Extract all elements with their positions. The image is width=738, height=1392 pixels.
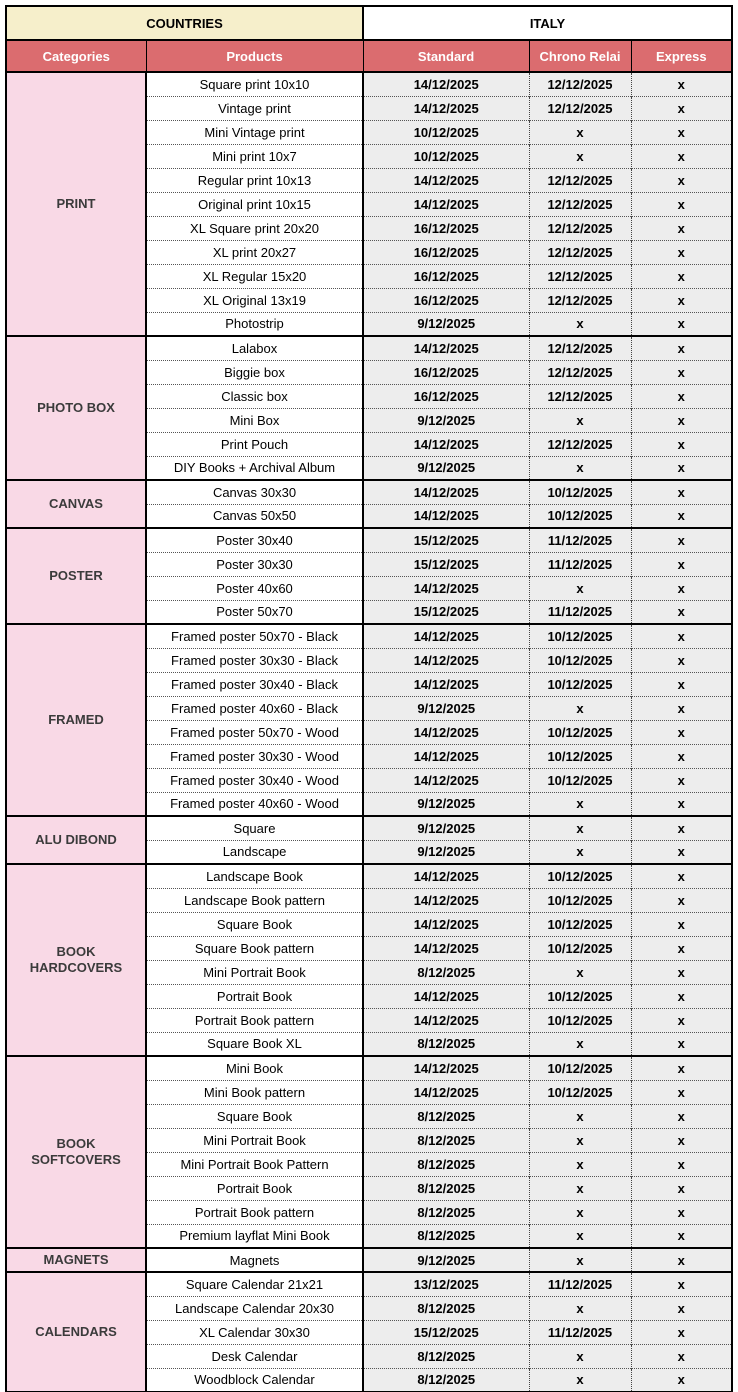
standard-date-cell: 14/12/2025 bbox=[363, 1080, 529, 1104]
chrono-date-cell: 12/12/2025 bbox=[529, 168, 631, 192]
standard-date-cell: 16/12/2025 bbox=[363, 360, 529, 384]
standard-date-cell: 8/12/2025 bbox=[363, 1152, 529, 1176]
chrono-date-cell: 10/12/2025 bbox=[529, 648, 631, 672]
product-cell: XL Regular 15x20 bbox=[146, 264, 363, 288]
standard-date-cell: 14/12/2025 bbox=[363, 480, 529, 504]
express-cell: x bbox=[631, 936, 732, 960]
express-cell: x bbox=[631, 1080, 732, 1104]
chrono-date-cell: 12/12/2025 bbox=[529, 192, 631, 216]
categories-column-header: Categories bbox=[6, 40, 146, 72]
chrono-date-cell: x bbox=[529, 408, 631, 432]
standard-date-cell: 14/12/2025 bbox=[363, 1008, 529, 1032]
table-row bbox=[6, 1056, 732, 1080]
express-cell: x bbox=[631, 288, 732, 312]
product-cell: Square print 10x10 bbox=[146, 72, 363, 96]
product-cell: Mini Book bbox=[146, 1056, 363, 1080]
express-cell: x bbox=[631, 240, 732, 264]
product-cell: Framed poster 30x40 - Wood bbox=[146, 768, 363, 792]
chrono-date-cell: 12/12/2025 bbox=[529, 288, 631, 312]
chrono-date-cell: x bbox=[529, 1296, 631, 1320]
standard-date-cell: 8/12/2025 bbox=[363, 960, 529, 984]
chrono-date-cell: 10/12/2025 bbox=[529, 504, 631, 528]
standard-date-cell: 14/12/2025 bbox=[363, 864, 529, 888]
chrono-date-cell: x bbox=[529, 792, 631, 816]
product-cell: Portrait Book bbox=[146, 1176, 363, 1200]
express-cell: x bbox=[631, 960, 732, 984]
countries-header-row bbox=[6, 6, 732, 40]
express-cell: x bbox=[631, 1248, 732, 1272]
chrono-date-cell: x bbox=[529, 1032, 631, 1056]
standard-date-cell: 14/12/2025 bbox=[363, 192, 529, 216]
countries-header-cell: COUNTRIES bbox=[6, 6, 363, 40]
express-cell: x bbox=[631, 1128, 732, 1152]
standard-date-cell: 14/12/2025 bbox=[363, 744, 529, 768]
chrono-date-cell: x bbox=[529, 144, 631, 168]
express-cell: x bbox=[631, 648, 732, 672]
product-cell: Canvas 50x50 bbox=[146, 504, 363, 528]
product-cell: Square Book bbox=[146, 912, 363, 936]
standard-date-cell: 14/12/2025 bbox=[363, 96, 529, 120]
chrono-date-cell: 10/12/2025 bbox=[529, 984, 631, 1008]
standard-date-cell: 15/12/2025 bbox=[363, 552, 529, 576]
chrono-date-cell: 10/12/2025 bbox=[529, 480, 631, 504]
express-cell: x bbox=[631, 1344, 732, 1368]
standard-date-cell: 14/12/2025 bbox=[363, 576, 529, 600]
express-cell: x bbox=[631, 360, 732, 384]
chrono-date-cell: 12/12/2025 bbox=[529, 384, 631, 408]
table-row bbox=[6, 816, 732, 840]
express-cell: x bbox=[631, 456, 732, 480]
chrono-date-cell: 10/12/2025 bbox=[529, 624, 631, 648]
product-cell: Poster 40x60 bbox=[146, 576, 363, 600]
chrono-date-cell: 10/12/2025 bbox=[529, 864, 631, 888]
standard-date-cell: 16/12/2025 bbox=[363, 264, 529, 288]
express-column-header: Express bbox=[631, 40, 732, 72]
express-cell: x bbox=[631, 1104, 732, 1128]
product-cell: Landscape Calendar 20x30 bbox=[146, 1296, 363, 1320]
standard-date-cell: 14/12/2025 bbox=[363, 504, 529, 528]
express-cell: x bbox=[631, 1032, 732, 1056]
chrono-date-cell: 10/12/2025 bbox=[529, 768, 631, 792]
standard-date-cell: 14/12/2025 bbox=[363, 648, 529, 672]
chrono-date-cell: 12/12/2025 bbox=[529, 216, 631, 240]
standard-date-cell: 8/12/2025 bbox=[363, 1296, 529, 1320]
category-cell bbox=[6, 1248, 146, 1272]
table-row bbox=[6, 72, 732, 96]
standard-date-cell: 8/12/2025 bbox=[363, 1032, 529, 1056]
table-row bbox=[6, 480, 732, 504]
category-cell bbox=[6, 624, 146, 816]
express-cell: x bbox=[631, 1320, 732, 1344]
category-label: CALENDARS bbox=[35, 1323, 117, 1339]
category-label: POSTER bbox=[49, 567, 103, 583]
columns-header-row bbox=[6, 40, 732, 72]
category-label: CANVAS bbox=[49, 495, 103, 511]
standard-date-cell: 10/12/2025 bbox=[363, 120, 529, 144]
standard-date-cell: 9/12/2025 bbox=[363, 408, 529, 432]
express-cell: x bbox=[631, 816, 732, 840]
product-cell: Mini Portrait Book bbox=[146, 1128, 363, 1152]
express-cell: x bbox=[631, 768, 732, 792]
chrono-date-cell: 10/12/2025 bbox=[529, 1056, 631, 1080]
chrono-date-cell: 12/12/2025 bbox=[529, 432, 631, 456]
standard-date-cell: 14/12/2025 bbox=[363, 936, 529, 960]
standard-date-cell: 14/12/2025 bbox=[363, 672, 529, 696]
chrono-date-cell: x bbox=[529, 1176, 631, 1200]
product-cell: Photostrip bbox=[146, 312, 363, 336]
product-cell: Framed poster 50x70 - Wood bbox=[146, 720, 363, 744]
product-cell: Poster 30x40 bbox=[146, 528, 363, 552]
chrono-date-cell: 10/12/2025 bbox=[529, 1008, 631, 1032]
product-cell: Mini print 10x7 bbox=[146, 144, 363, 168]
product-cell: Landscape Book pattern bbox=[146, 888, 363, 912]
product-cell: Vintage print bbox=[146, 96, 363, 120]
standard-date-cell: 14/12/2025 bbox=[363, 336, 529, 360]
table-row bbox=[6, 864, 732, 888]
express-cell: x bbox=[631, 72, 732, 96]
standard-date-cell: 8/12/2025 bbox=[363, 1344, 529, 1368]
product-cell: Landscape Book bbox=[146, 864, 363, 888]
standard-date-cell: 15/12/2025 bbox=[363, 1320, 529, 1344]
product-cell: Mini Book pattern bbox=[146, 1080, 363, 1104]
category-label: ALU DIBOND bbox=[35, 831, 117, 847]
product-cell: Regular print 10x13 bbox=[146, 168, 363, 192]
category-cell bbox=[6, 528, 146, 624]
product-cell: Classic box bbox=[146, 384, 363, 408]
standard-date-cell: 14/12/2025 bbox=[363, 768, 529, 792]
chrono-date-cell: x bbox=[529, 1104, 631, 1128]
category-cell bbox=[6, 72, 146, 336]
standard-date-cell: 8/12/2025 bbox=[363, 1176, 529, 1200]
chrono-date-cell: 10/12/2025 bbox=[529, 720, 631, 744]
standard-date-cell: 10/12/2025 bbox=[363, 144, 529, 168]
product-cell: Portrait Book pattern bbox=[146, 1200, 363, 1224]
express-cell: x bbox=[631, 864, 732, 888]
express-cell: x bbox=[631, 672, 732, 696]
standard-date-cell: 15/12/2025 bbox=[363, 528, 529, 552]
standard-date-cell: 14/12/2025 bbox=[363, 984, 529, 1008]
express-cell: x bbox=[631, 504, 732, 528]
product-cell: Portrait Book pattern bbox=[146, 1008, 363, 1032]
category-label: MAGNETS bbox=[43, 1251, 109, 1267]
express-cell: x bbox=[631, 1368, 732, 1392]
product-cell: Square Calendar 21x21 bbox=[146, 1272, 363, 1296]
category-cell bbox=[6, 1272, 146, 1392]
chrono-date-cell: 12/12/2025 bbox=[529, 336, 631, 360]
product-cell: XL Square print 20x20 bbox=[146, 216, 363, 240]
standard-date-cell: 14/12/2025 bbox=[363, 168, 529, 192]
chrono-date-cell: x bbox=[529, 1128, 631, 1152]
product-cell: Mini Box bbox=[146, 408, 363, 432]
table-row bbox=[6, 1272, 732, 1296]
category-cell bbox=[6, 1056, 146, 1248]
product-cell: Mini Vintage print bbox=[146, 120, 363, 144]
express-cell: x bbox=[631, 192, 732, 216]
chrono-date-cell: 11/12/2025 bbox=[529, 1272, 631, 1296]
product-cell: Mini Portrait Book Pattern bbox=[146, 1152, 363, 1176]
product-cell: Framed poster 30x30 - Black bbox=[146, 648, 363, 672]
product-cell: Mini Portrait Book bbox=[146, 960, 363, 984]
chrono-date-cell: 10/12/2025 bbox=[529, 1080, 631, 1104]
product-cell: Framed poster 40x60 - Black bbox=[146, 696, 363, 720]
product-cell: Portrait Book bbox=[146, 984, 363, 1008]
product-cell: Print Pouch bbox=[146, 432, 363, 456]
express-cell: x bbox=[631, 744, 732, 768]
chrono-date-cell: x bbox=[529, 1368, 631, 1392]
express-cell: x bbox=[631, 984, 732, 1008]
express-cell: x bbox=[631, 336, 732, 360]
standard-date-cell: 9/12/2025 bbox=[363, 456, 529, 480]
chrono-date-cell: 10/12/2025 bbox=[529, 936, 631, 960]
express-cell: x bbox=[631, 120, 732, 144]
chrono-date-cell: 12/12/2025 bbox=[529, 264, 631, 288]
chrono-relai-column-header: Chrono Relai bbox=[529, 40, 631, 72]
standard-date-cell: 13/12/2025 bbox=[363, 1272, 529, 1296]
chrono-date-cell: 12/12/2025 bbox=[529, 72, 631, 96]
standard-date-cell: 14/12/2025 bbox=[363, 888, 529, 912]
standard-date-cell: 9/12/2025 bbox=[363, 840, 529, 864]
products-column-header: Products bbox=[146, 40, 363, 72]
chrono-date-cell: 12/12/2025 bbox=[529, 360, 631, 384]
product-cell: Woodblock Calendar bbox=[146, 1368, 363, 1392]
category-label: PHOTO BOX bbox=[37, 399, 115, 415]
table-body bbox=[6, 72, 732, 1392]
chrono-date-cell: x bbox=[529, 960, 631, 984]
express-cell: x bbox=[631, 1008, 732, 1032]
standard-date-cell: 14/12/2025 bbox=[363, 720, 529, 744]
standard-column-header: Standard bbox=[363, 40, 529, 72]
express-cell: x bbox=[631, 696, 732, 720]
standard-date-cell: 8/12/2025 bbox=[363, 1224, 529, 1248]
standard-date-cell: 16/12/2025 bbox=[363, 288, 529, 312]
product-cell: Original print 10x15 bbox=[146, 192, 363, 216]
express-cell: x bbox=[631, 144, 732, 168]
standard-date-cell: 9/12/2025 bbox=[363, 312, 529, 336]
express-cell: x bbox=[631, 792, 732, 816]
table-row bbox=[6, 1248, 732, 1272]
express-cell: x bbox=[631, 840, 732, 864]
category-cell bbox=[6, 864, 146, 1056]
product-cell: Lalabox bbox=[146, 336, 363, 360]
chrono-date-cell: x bbox=[529, 1344, 631, 1368]
express-cell: x bbox=[631, 552, 732, 576]
express-cell: x bbox=[631, 480, 732, 504]
express-cell: x bbox=[631, 600, 732, 624]
product-cell: Framed poster 50x70 - Black bbox=[146, 624, 363, 648]
standard-date-cell: 16/12/2025 bbox=[363, 240, 529, 264]
product-cell: Square Book XL bbox=[146, 1032, 363, 1056]
express-cell: x bbox=[631, 720, 732, 744]
product-cell: Framed poster 40x60 - Wood bbox=[146, 792, 363, 816]
chrono-date-cell: x bbox=[529, 1200, 631, 1224]
chrono-date-cell: x bbox=[529, 816, 631, 840]
chrono-date-cell: x bbox=[529, 1248, 631, 1272]
chrono-date-cell: 12/12/2025 bbox=[529, 96, 631, 120]
chrono-date-cell: 11/12/2025 bbox=[529, 552, 631, 576]
chrono-date-cell: x bbox=[529, 696, 631, 720]
standard-date-cell: 14/12/2025 bbox=[363, 624, 529, 648]
standard-date-cell: 9/12/2025 bbox=[363, 792, 529, 816]
express-cell: x bbox=[631, 624, 732, 648]
chrono-date-cell: x bbox=[529, 120, 631, 144]
standard-date-cell: 8/12/2025 bbox=[363, 1128, 529, 1152]
standard-date-cell: 8/12/2025 bbox=[363, 1200, 529, 1224]
standard-date-cell: 16/12/2025 bbox=[363, 216, 529, 240]
express-cell: x bbox=[631, 528, 732, 552]
express-cell: x bbox=[631, 264, 732, 288]
express-cell: x bbox=[631, 1272, 732, 1296]
chrono-date-cell: x bbox=[529, 1152, 631, 1176]
express-cell: x bbox=[631, 1224, 732, 1248]
shipping-deadlines-table bbox=[5, 5, 733, 1392]
standard-date-cell: 9/12/2025 bbox=[363, 1248, 529, 1272]
standard-date-cell: 14/12/2025 bbox=[363, 1056, 529, 1080]
express-cell: x bbox=[631, 1056, 732, 1080]
express-cell: x bbox=[631, 168, 732, 192]
product-cell: XL Calendar 30x30 bbox=[146, 1320, 363, 1344]
chrono-date-cell: 11/12/2025 bbox=[529, 1320, 631, 1344]
standard-date-cell: 9/12/2025 bbox=[363, 696, 529, 720]
table-row bbox=[6, 528, 732, 552]
product-cell: XL Original 13x19 bbox=[146, 288, 363, 312]
express-cell: x bbox=[631, 888, 732, 912]
express-cell: x bbox=[631, 1200, 732, 1224]
express-cell: x bbox=[631, 408, 732, 432]
chrono-date-cell: x bbox=[529, 840, 631, 864]
product-cell: DIY Books + Archival Album bbox=[146, 456, 363, 480]
express-cell: x bbox=[631, 1176, 732, 1200]
chrono-date-cell: 10/12/2025 bbox=[529, 744, 631, 768]
category-label: FRAMED bbox=[48, 711, 104, 727]
product-cell: XL print 20x27 bbox=[146, 240, 363, 264]
standard-date-cell: 14/12/2025 bbox=[363, 912, 529, 936]
product-cell: Canvas 30x30 bbox=[146, 480, 363, 504]
product-cell: Premium layflat Mini Book bbox=[146, 1224, 363, 1248]
product-cell: Biggie box bbox=[146, 360, 363, 384]
express-cell: x bbox=[631, 432, 732, 456]
standard-date-cell: 14/12/2025 bbox=[363, 72, 529, 96]
standard-date-cell: 15/12/2025 bbox=[363, 600, 529, 624]
product-cell: Poster 50x70 bbox=[146, 600, 363, 624]
chrono-date-cell: x bbox=[529, 1224, 631, 1248]
standard-date-cell: 16/12/2025 bbox=[363, 384, 529, 408]
product-cell: Magnets bbox=[146, 1248, 363, 1272]
category-label: BOOK HARDCOVERS bbox=[29, 943, 123, 975]
standard-date-cell: 8/12/2025 bbox=[363, 1104, 529, 1128]
chrono-date-cell: x bbox=[529, 312, 631, 336]
table-header bbox=[6, 6, 732, 72]
standard-date-cell: 9/12/2025 bbox=[363, 816, 529, 840]
product-cell: Square bbox=[146, 816, 363, 840]
product-cell: Square Book bbox=[146, 1104, 363, 1128]
category-label: PRINT bbox=[56, 195, 96, 211]
chrono-date-cell: x bbox=[529, 456, 631, 480]
standard-date-cell: 14/12/2025 bbox=[363, 432, 529, 456]
chrono-date-cell: 12/12/2025 bbox=[529, 240, 631, 264]
product-cell: Landscape bbox=[146, 840, 363, 864]
express-cell: x bbox=[631, 96, 732, 120]
express-cell: x bbox=[631, 1296, 732, 1320]
country-header-cell: ITALY bbox=[363, 6, 732, 40]
category-cell bbox=[6, 480, 146, 528]
product-cell: Desk Calendar bbox=[146, 1344, 363, 1368]
category-label: BOOK SOFTCOVERS bbox=[31, 1135, 121, 1167]
express-cell: x bbox=[631, 312, 732, 336]
express-cell: x bbox=[631, 1152, 732, 1176]
product-cell: Square Book pattern bbox=[146, 936, 363, 960]
category-cell bbox=[6, 816, 146, 864]
express-cell: x bbox=[631, 216, 732, 240]
product-cell: Framed poster 30x40 - Black bbox=[146, 672, 363, 696]
table-row bbox=[6, 624, 732, 648]
chrono-date-cell: 10/12/2025 bbox=[529, 888, 631, 912]
chrono-date-cell: x bbox=[529, 576, 631, 600]
product-cell: Poster 30x30 bbox=[146, 552, 363, 576]
express-cell: x bbox=[631, 576, 732, 600]
standard-date-cell: 8/12/2025 bbox=[363, 1368, 529, 1392]
chrono-date-cell: 10/12/2025 bbox=[529, 672, 631, 696]
product-cell: Framed poster 30x30 - Wood bbox=[146, 744, 363, 768]
chrono-date-cell: 11/12/2025 bbox=[529, 600, 631, 624]
table-row bbox=[6, 336, 732, 360]
chrono-date-cell: 11/12/2025 bbox=[529, 528, 631, 552]
category-cell bbox=[6, 336, 146, 480]
express-cell: x bbox=[631, 384, 732, 408]
express-cell: x bbox=[631, 912, 732, 936]
chrono-date-cell: 10/12/2025 bbox=[529, 912, 631, 936]
